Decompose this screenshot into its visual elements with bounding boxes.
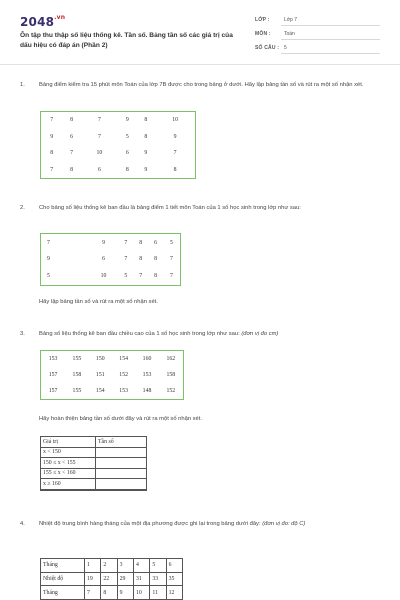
table-cell: 8	[101, 586, 117, 600]
table-cell: 7	[170, 273, 173, 280]
table-cell: 5	[150, 559, 166, 573]
table-cell: 8	[70, 117, 74, 124]
table-cell: 33	[150, 572, 166, 586]
table-cell: 22	[101, 572, 117, 586]
question-number: 2.	[20, 205, 25, 211]
question-text-wrap	[39, 330, 385, 340]
question-text: Cho bảng số liệu thống kê ban đầu là bảng điểm 1 tiết môn Toán của 1 số học sinh trong lớp như sau:	[39, 205, 301, 211]
table-cell: 12	[166, 586, 182, 600]
table-cell: 1	[85, 559, 101, 573]
table-cell: 155	[72, 387, 82, 394]
table-cell: 6	[154, 239, 158, 246]
meta-class-value: Lớp 7	[284, 17, 298, 23]
table-row	[41, 489, 147, 491]
table-cell: 7	[170, 256, 173, 263]
table-cell: 6	[97, 166, 101, 173]
table-cell: 6	[102, 256, 105, 263]
table-cell: 151	[95, 371, 105, 378]
table-cell: 4	[133, 559, 149, 573]
table-cell: 11	[150, 586, 166, 600]
site-logo[interactable]	[20, 15, 65, 29]
table-row	[41, 458, 147, 469]
table-row	[41, 586, 183, 600]
table-cell: 7	[85, 586, 101, 600]
q3-height-table	[40, 350, 184, 400]
question-text: Nhiệt độ trung bình hàng tháng của một địa phương được ghi lại trong bảng dưới đây:	[39, 521, 261, 527]
table-row	[41, 251, 181, 267]
table-cell: 7	[47, 239, 50, 246]
q2-instruction: Hãy lập bảng tần số và rút ra một số nhận xét.	[39, 299, 158, 305]
table-cell: 158	[72, 371, 82, 378]
meta-count-value: 5	[284, 45, 287, 51]
table-cell: 10	[96, 150, 103, 157]
question-number: 4.	[20, 521, 25, 527]
column-header-value: Giá trị	[41, 437, 96, 448]
table-cell: 5	[124, 273, 128, 280]
table-cell: 6	[70, 133, 74, 140]
table-cell: 8	[139, 239, 143, 246]
table-cell: 31	[133, 572, 149, 586]
table-cell: 2	[101, 559, 117, 573]
table-cell: 8	[50, 150, 54, 157]
frequency-input-cell[interactable]	[96, 447, 147, 458]
table-row	[41, 351, 184, 368]
meta-count-underline	[281, 53, 380, 54]
table-row	[41, 447, 147, 458]
table-cell: 8	[154, 273, 158, 280]
table-cell: 10	[100, 273, 107, 280]
frequency-input-cell[interactable]	[96, 489, 147, 491]
table-cell: 150	[95, 356, 105, 363]
table-cell: 9	[47, 256, 50, 263]
table-cell: 157	[48, 371, 58, 378]
table-cell: 7	[124, 239, 128, 246]
table-cell: 9	[117, 586, 133, 600]
table-cell: 7	[70, 150, 74, 157]
row-header: Tháng	[41, 586, 85, 600]
meta-class-underline	[281, 25, 380, 26]
table-cell: 162	[166, 356, 176, 363]
column-header-frequency: Tần số	[96, 437, 147, 448]
question-unit: (đơn vị đo cm)	[241, 331, 279, 337]
meta-subject-value: Toán	[284, 31, 295, 37]
question-unit: (đơn vị đo: độ C)	[262, 521, 306, 527]
meta-class-label: LỚP :	[255, 17, 270, 23]
table-cell: 158	[166, 371, 176, 378]
logo-suffix: .vn	[54, 14, 66, 21]
table-row	[41, 572, 183, 586]
table-cell: 155 ≤ x < 160	[41, 468, 96, 479]
table-cell: 148	[142, 387, 152, 394]
table-row	[41, 112, 196, 129]
frequency-input-cell[interactable]	[96, 458, 147, 469]
question-number: 3.	[20, 331, 25, 337]
table-row	[41, 367, 184, 382]
table-cell: 7	[124, 256, 128, 263]
table-cell: 160	[142, 356, 152, 363]
question-text: Bảng điểm kiểm tra 15 phút môn Toán của lớp 7B được cho trong bảng ở dưới. Hãy lập bảng tần số và rút ra một số nhận xét.	[39, 82, 364, 88]
row-header: Nhiệt độ	[41, 572, 85, 586]
row-header: Tháng	[41, 559, 85, 573]
table-cell: x ≥ 160	[41, 479, 96, 490]
meta-subject-label: MÔN :	[255, 31, 271, 37]
table-cell: 9	[173, 133, 177, 140]
logo-text: 2048	[20, 15, 55, 29]
table-cell: 7	[50, 117, 54, 124]
table-cell: 9	[144, 150, 148, 157]
table-row	[41, 129, 196, 145]
table-cell: 157	[48, 387, 58, 394]
table-cell: x < 150	[41, 447, 96, 458]
table-cell: 5	[47, 273, 50, 280]
table-cell: 152	[166, 387, 176, 394]
table-cell: 8	[154, 256, 158, 263]
table-row	[41, 383, 184, 400]
table-cell: 9	[102, 239, 105, 246]
table-cell: 153	[119, 387, 128, 394]
table-cell: 153	[48, 356, 58, 363]
table-cell: 3	[117, 559, 133, 573]
table-cell: 155	[72, 356, 82, 363]
page-header	[0, 0, 400, 62]
table-cell: 154	[119, 356, 128, 363]
header-divider	[0, 64, 400, 65]
table-cell: 9	[125, 117, 129, 124]
table-row	[41, 234, 181, 252]
meta-subject-underline	[281, 39, 380, 40]
table-row	[41, 468, 147, 479]
table-cell: 6	[166, 559, 182, 573]
table-cell: 10	[172, 117, 178, 124]
table-cell: 6	[125, 150, 129, 157]
table-row	[41, 268, 181, 286]
table-cell: 10	[133, 586, 149, 600]
table-row	[41, 559, 183, 573]
table-cell: 35	[166, 572, 182, 586]
frequency-input-cell[interactable]	[96, 468, 147, 479]
table-header-row	[41, 437, 147, 448]
table-cell: 7	[50, 166, 54, 173]
question-text: Bảng số liệu thống kê ban đầu chiều cao của 1 số học sinh trong lớp như sau:	[39, 331, 240, 337]
table-cell: 7	[139, 273, 143, 280]
table-cell: 154	[95, 387, 105, 394]
table-row	[41, 479, 147, 490]
q1-score-table	[40, 111, 196, 179]
q3-frequency-table	[40, 436, 147, 491]
question-text-wrap	[39, 520, 385, 530]
table-cell: 7	[97, 117, 101, 124]
table-cell: 8	[139, 256, 143, 263]
q2-score-table	[40, 233, 181, 286]
table-cell: 19	[85, 572, 101, 586]
table-cell: 5	[125, 133, 129, 140]
table-cell: 7	[173, 150, 177, 157]
table-cell: 152	[119, 371, 128, 378]
table-cell: 8	[125, 166, 129, 173]
table-row	[41, 161, 196, 178]
table-cell	[41, 489, 96, 491]
page-title: Ôn tập thu thập số liệu thống kê. Tần số. Bảng tần số các giá trị của dấu hiệu có đáp án (Phần 2)	[20, 32, 233, 49]
table-cell: 150 ≤ x < 155	[41, 458, 96, 469]
table-cell: 153	[142, 371, 152, 378]
table-cell: 8	[144, 133, 148, 140]
table-cell: 8	[144, 117, 148, 124]
table-cell: 7	[97, 133, 101, 140]
table-cell: 9	[50, 133, 54, 140]
frequency-input-cell[interactable]	[96, 479, 147, 490]
table-cell: 5	[170, 239, 173, 246]
meta-count-label: SỐ CÂU :	[255, 45, 280, 51]
table-cell: 8	[70, 166, 74, 173]
table-cell: 9	[144, 166, 148, 173]
q3-instruction: Hãy hoàn thiện bảng tần số dưới đây và rút ra một số nhận xét.	[39, 416, 203, 422]
table-row	[41, 145, 196, 161]
question-number: 1.	[20, 82, 25, 88]
q4-temperature-table	[40, 558, 183, 600]
table-cell: 29	[117, 572, 133, 586]
table-cell: 8	[173, 166, 177, 173]
